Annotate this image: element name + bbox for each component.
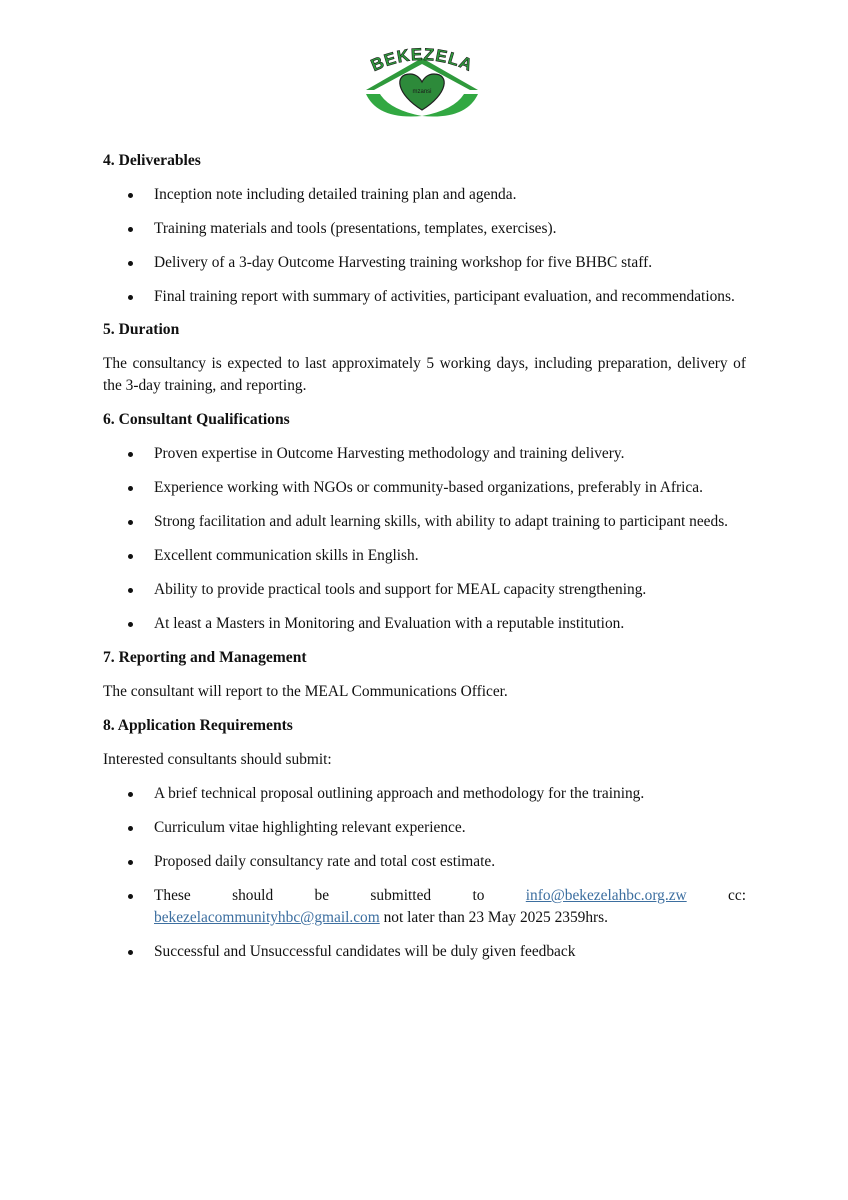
duration-heading: 5. Duration [103,321,180,338]
email-link-info[interactable]: info@bekezelahbc.org.zw [525,887,687,904]
logo-tagline: mzansi [412,89,432,95]
submission-line-2 [154,907,746,929]
deliverables-heading: 4. Deliverables [103,152,201,169]
list-item: Curriculum vitae highlighting relevant experience. [103,817,746,839]
list-item: A brief technical proposal outlining approach and methodology for the training. [103,783,746,805]
reporting-text: The consultant will report to the MEAL Communications Officer. [103,683,508,700]
submission-deadline: not later than 23 May 2025 2359hrs. [383,909,609,926]
document-body [103,150,746,963]
bekezela-logo [356,44,488,122]
cc-label: cc: [728,887,746,904]
email-link-gmail[interactable]: bekezelacommunityhbc@gmail.com [154,909,380,926]
list-item: Strong facilitation and adult learning skills, with ability to adapt training to participant needs. [103,511,746,533]
reporting-heading: 7. Reporting and Management [103,649,307,666]
list-item: At least a Masters in Monitoring and Evaluation with a reputable institution. [103,613,746,635]
application-list [103,783,746,963]
deliverables-list [103,184,746,308]
bekezela-logo-graphic [356,44,488,122]
application-intro: Interested consultants should submit: [103,751,332,768]
list-item: Ability to provide practical tools and support for MEAL capacity strengthening. [103,579,746,601]
list-item: Final training report with summary of activities, participant evaluation, and recommendations. [103,286,746,308]
qualifications-list [103,443,746,635]
duration-text: The consultancy is expected to last approximately 5 working days, including preparation, delivery of the 3-day training, and reporting. [103,355,746,394]
list-item: Delivery of a 3-day Outcome Harvesting training workshop for five BHBC staff. [103,252,746,274]
submission-item [103,885,746,929]
list-item: Successful and Unsuccessful candidates will be duly given feedback [103,941,746,963]
submission-prefix: These should be submitted to [154,887,485,904]
list-item: Excellent communication skills in English. [103,545,746,567]
list-item: Experience working with NGOs or community-based organizations, preferably in Africa. [103,477,746,499]
list-item: Proposed daily consultancy rate and total cost estimate. [103,851,746,873]
application-heading: 8. Application Requirements [103,717,293,734]
qualifications-heading: 6. Consultant Qualifications [103,411,290,428]
submission-line-1 [154,885,746,907]
list-item: Proven expertise in Outcome Harvesting methodology and training delivery. [103,443,746,465]
list-item: Training materials and tools (presentations, templates, exercises). [103,218,746,240]
list-item: Inception note including detailed training plan and agenda. [103,184,746,206]
logo-wordmark: BEKEZELA [368,44,476,76]
